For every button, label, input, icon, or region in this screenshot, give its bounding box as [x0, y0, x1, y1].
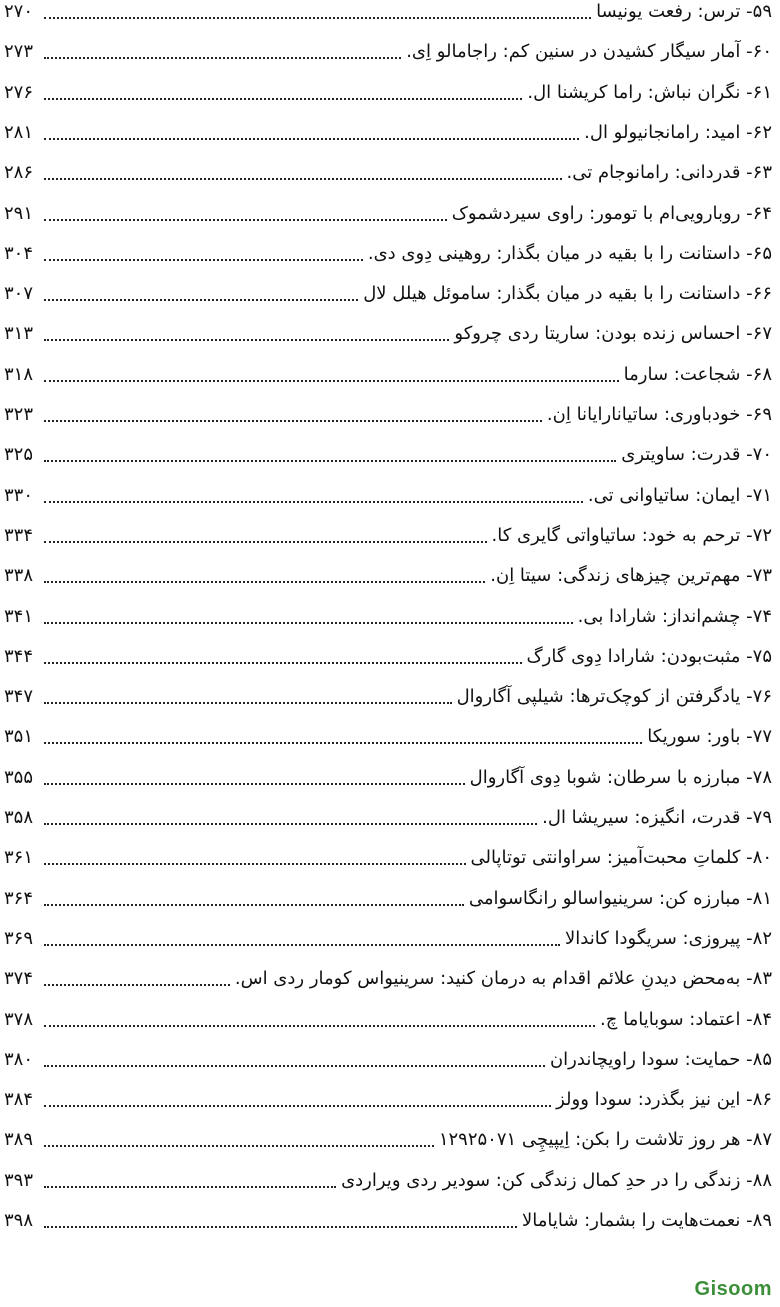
toc-entry-title: ۸۳- به‌محض دیدنِ علائم اقدام به درمان کنید: سرینیواس کومار ردی اس. [234, 968, 772, 990]
dot-leader [44, 420, 542, 422]
toc-page-number: ۲۸۱ [4, 121, 34, 143]
toc-entry-title: ۷۷- باور: سوریکا [647, 726, 772, 748]
toc-row [4, 631, 772, 669]
toc-row [4, 228, 772, 266]
dot-leader [44, 259, 363, 261]
toc-row [4, 349, 772, 387]
toc-page-number: ۳۱۸ [4, 363, 34, 385]
toc-entry-title: ۶۰- آمار سیگار کشیدن در سنین کم: راجامالو اِی. [406, 41, 772, 63]
toc-page-number: ۳۳۸ [4, 565, 34, 587]
toc-page-number: ۳۲۵ [4, 444, 34, 466]
toc-row [4, 308, 772, 346]
dot-leader [44, 742, 642, 744]
dot-leader [44, 1065, 545, 1067]
toc-row [4, 429, 772, 467]
toc-entry-title: ۶۸- شجاعت: سارما [623, 363, 772, 385]
toc-page-number: ۳۷۴ [4, 968, 34, 990]
toc-page-number: ۳۵۸ [4, 807, 34, 828]
toc-row [4, 67, 772, 105]
toc-entry-title: ۶۱- نگران نباش: راما کریشنا ال. [527, 81, 772, 103]
dot-leader [44, 98, 522, 100]
toc-page-number: ۳۱۳ [4, 323, 34, 345]
toc-entry-title: ۷۰- قدرت: ساویتری [621, 444, 772, 466]
dot-leader [44, 904, 464, 906]
toc-entry-title: ۷۲- ترحم به خود: ساتیاواتی گایری کا. [491, 524, 772, 546]
toc-page-number: ۳۸۹ [4, 1129, 34, 1151]
toc-row [4, 953, 772, 991]
toc-row [4, 792, 772, 830]
toc-row [4, 1074, 772, 1112]
dot-leader [44, 984, 230, 986]
dot-leader [44, 1226, 517, 1228]
toc-entry-title: ۸۰- کلماتِ محبت‌آمیز: سراوانتی توتاپالی [470, 847, 772, 869]
toc-page-number: ۳۸۰ [4, 1048, 34, 1070]
toc-page-number: ۳۰۴ [4, 242, 34, 264]
dot-leader [44, 460, 616, 462]
toc-entry-title: ۸۸- زندگی را در حدِ کمال زندگی کن: سودیر ردی ویراردی [341, 1169, 772, 1191]
toc-entry-title: ۸۶- این نیز بگذرد: سودا وولز [556, 1089, 772, 1111]
toc-page-number: ۳۳۴ [4, 524, 34, 546]
toc-page-number: ۳۴۴ [4, 645, 34, 667]
toc-row [4, 832, 772, 870]
toc-page-number: ۳۸۴ [4, 1089, 34, 1111]
toc-row [4, 107, 772, 145]
toc-row [4, 591, 772, 629]
toc-row [4, 913, 772, 951]
toc-page-number: ۲۸۶ [4, 162, 34, 184]
toc-entry-title: ۶۷- احساس زنده بودن: ساریتا ردی چروکو [454, 323, 772, 345]
dot-leader [44, 138, 579, 140]
toc-entry-title: ۷۹- قدرت، انگیزه: سیریشا ال. [542, 807, 772, 828]
toc-row [4, 0, 772, 24]
toc-entry-title: ۸۱- مبارزه کن: سرینیواسالو رانگاسوامی [468, 887, 772, 909]
toc-entry-title: ۷۳- مهم‌ترین چیزهای زندگی: سیتا اِن. [490, 565, 772, 587]
dot-leader [44, 783, 465, 785]
toc-entry-title: ۷۶- یادگرفتن از کوچک‌ترها: شیلپی آگاروال [456, 686, 772, 708]
toc-entry-title: ۶۴- روبارویی‌ام با تومور: راوی سیردشموک [451, 202, 772, 224]
dot-leader [44, 541, 487, 543]
toc-page-number: ۳۲۳ [4, 404, 34, 425]
dot-leader [44, 944, 560, 946]
toc-row [4, 1155, 772, 1193]
toc-row [4, 26, 772, 64]
toc-entry-title: ۶۲- امید: رامانجانیولو ال. [584, 121, 772, 143]
toc-entry-title: ۷۸- مبارزه با سرطان: شوبا دِوی آگاروال [469, 766, 772, 788]
toc-page-number: ۳۴۱ [4, 605, 34, 627]
toc-row [4, 1114, 772, 1152]
toc-entry-title: ۸۲- پیروزی: سریگودا کاندالا [565, 927, 772, 949]
dot-leader [44, 702, 452, 704]
dot-leader [44, 219, 447, 221]
toc-row [4, 1195, 772, 1233]
toc-entry-title: ۶۵- داستانت را با بقیه در میان بگذار: روهینی دِوی دی. [367, 242, 772, 264]
toc-row [4, 671, 772, 709]
dot-leader [44, 1025, 595, 1027]
toc-entry-title: ۸۵- حمایت: سودا راویچاندران [549, 1048, 772, 1070]
toc-row [4, 873, 772, 911]
toc-page-number: ۳۹۸ [4, 1210, 34, 1231]
dot-leader [44, 501, 583, 503]
toc-entry-title: ۸۹- نعمت‌هایت را بشمار: شایامالا [521, 1210, 772, 1231]
toc-page-number: ۲۷۶ [4, 81, 34, 103]
dot-leader [44, 581, 485, 583]
toc-row [4, 389, 772, 427]
toc-row [4, 711, 772, 749]
toc-row [4, 1034, 772, 1072]
dot-leader [44, 17, 591, 19]
dot-leader [44, 622, 573, 624]
toc-entry-title: ۸۷- هر روز تلاشت را بکن: اِیپیچِی ۱۲۹۲۵۰۷۱ [438, 1129, 772, 1151]
dot-leader [44, 380, 619, 382]
toc-page-number: ۲۷۰ [4, 1, 34, 22]
toc-entry-title: ۶۹- خودباوری: ساتیانارایانا اِن. [546, 404, 772, 425]
dot-leader [44, 863, 466, 865]
dot-leader [44, 823, 537, 825]
toc-row [4, 470, 772, 508]
toc-page-number: ۲۷۳ [4, 41, 34, 63]
toc-row [4, 188, 772, 226]
toc-page-number: ۳۵۵ [4, 766, 34, 788]
toc-entry-title: ۷۱- ایمان: ساتیاوانی تی. [587, 484, 772, 506]
toc-entry-title: ۶۶- داستانت را با بقیه در میان بگذار: ساموئل هیلل لال [363, 283, 772, 305]
toc-entry-title: ۷۵- مثبت‌بودن: شارادا دِوی گارگ [526, 645, 772, 667]
toc-page-number: ۳۹۳ [4, 1169, 34, 1191]
dot-leader [44, 1105, 551, 1107]
dot-leader [44, 339, 449, 341]
toc-page-number: ۳۷۸ [4, 1008, 34, 1030]
toc-page-number: ۳۵۱ [4, 726, 34, 748]
toc-row [4, 550, 772, 588]
toc-entry-title: ۸۴- اعتماد: سوبایاما چ. [600, 1008, 772, 1030]
toc-row [4, 752, 772, 790]
dot-leader [44, 662, 522, 664]
toc-page-number: ۳۳۰ [4, 484, 34, 506]
dot-leader [44, 1145, 434, 1147]
toc-entry-title: ۶۳- قدردانی: رامانوجام تی. [566, 162, 772, 184]
toc-page-number: ۳۰۷ [4, 283, 34, 305]
dot-leader [44, 178, 562, 180]
toc-page-number: ۳۶۴ [4, 887, 34, 909]
toc-row [4, 994, 772, 1032]
toc-row [4, 268, 772, 306]
toc-page-number: ۳۶۱ [4, 847, 34, 869]
toc-page-number: ۲۹۱ [4, 202, 34, 224]
dot-leader [44, 299, 358, 301]
toc-row [4, 510, 772, 548]
toc-row [4, 147, 772, 185]
dot-leader [44, 57, 401, 59]
dot-leader [44, 1186, 336, 1188]
toc-entry-title: ۷۴- چشم‌انداز: شارادا بی. [577, 605, 772, 627]
gisoom-logo: Gisoom [694, 1278, 772, 1300]
toc-page-number: ۳۴۷ [4, 686, 34, 708]
toc-page-number: ۳۶۹ [4, 927, 34, 949]
toc-entry-title: ۵۹- ترس: رفعت یونیسا [596, 1, 772, 22]
